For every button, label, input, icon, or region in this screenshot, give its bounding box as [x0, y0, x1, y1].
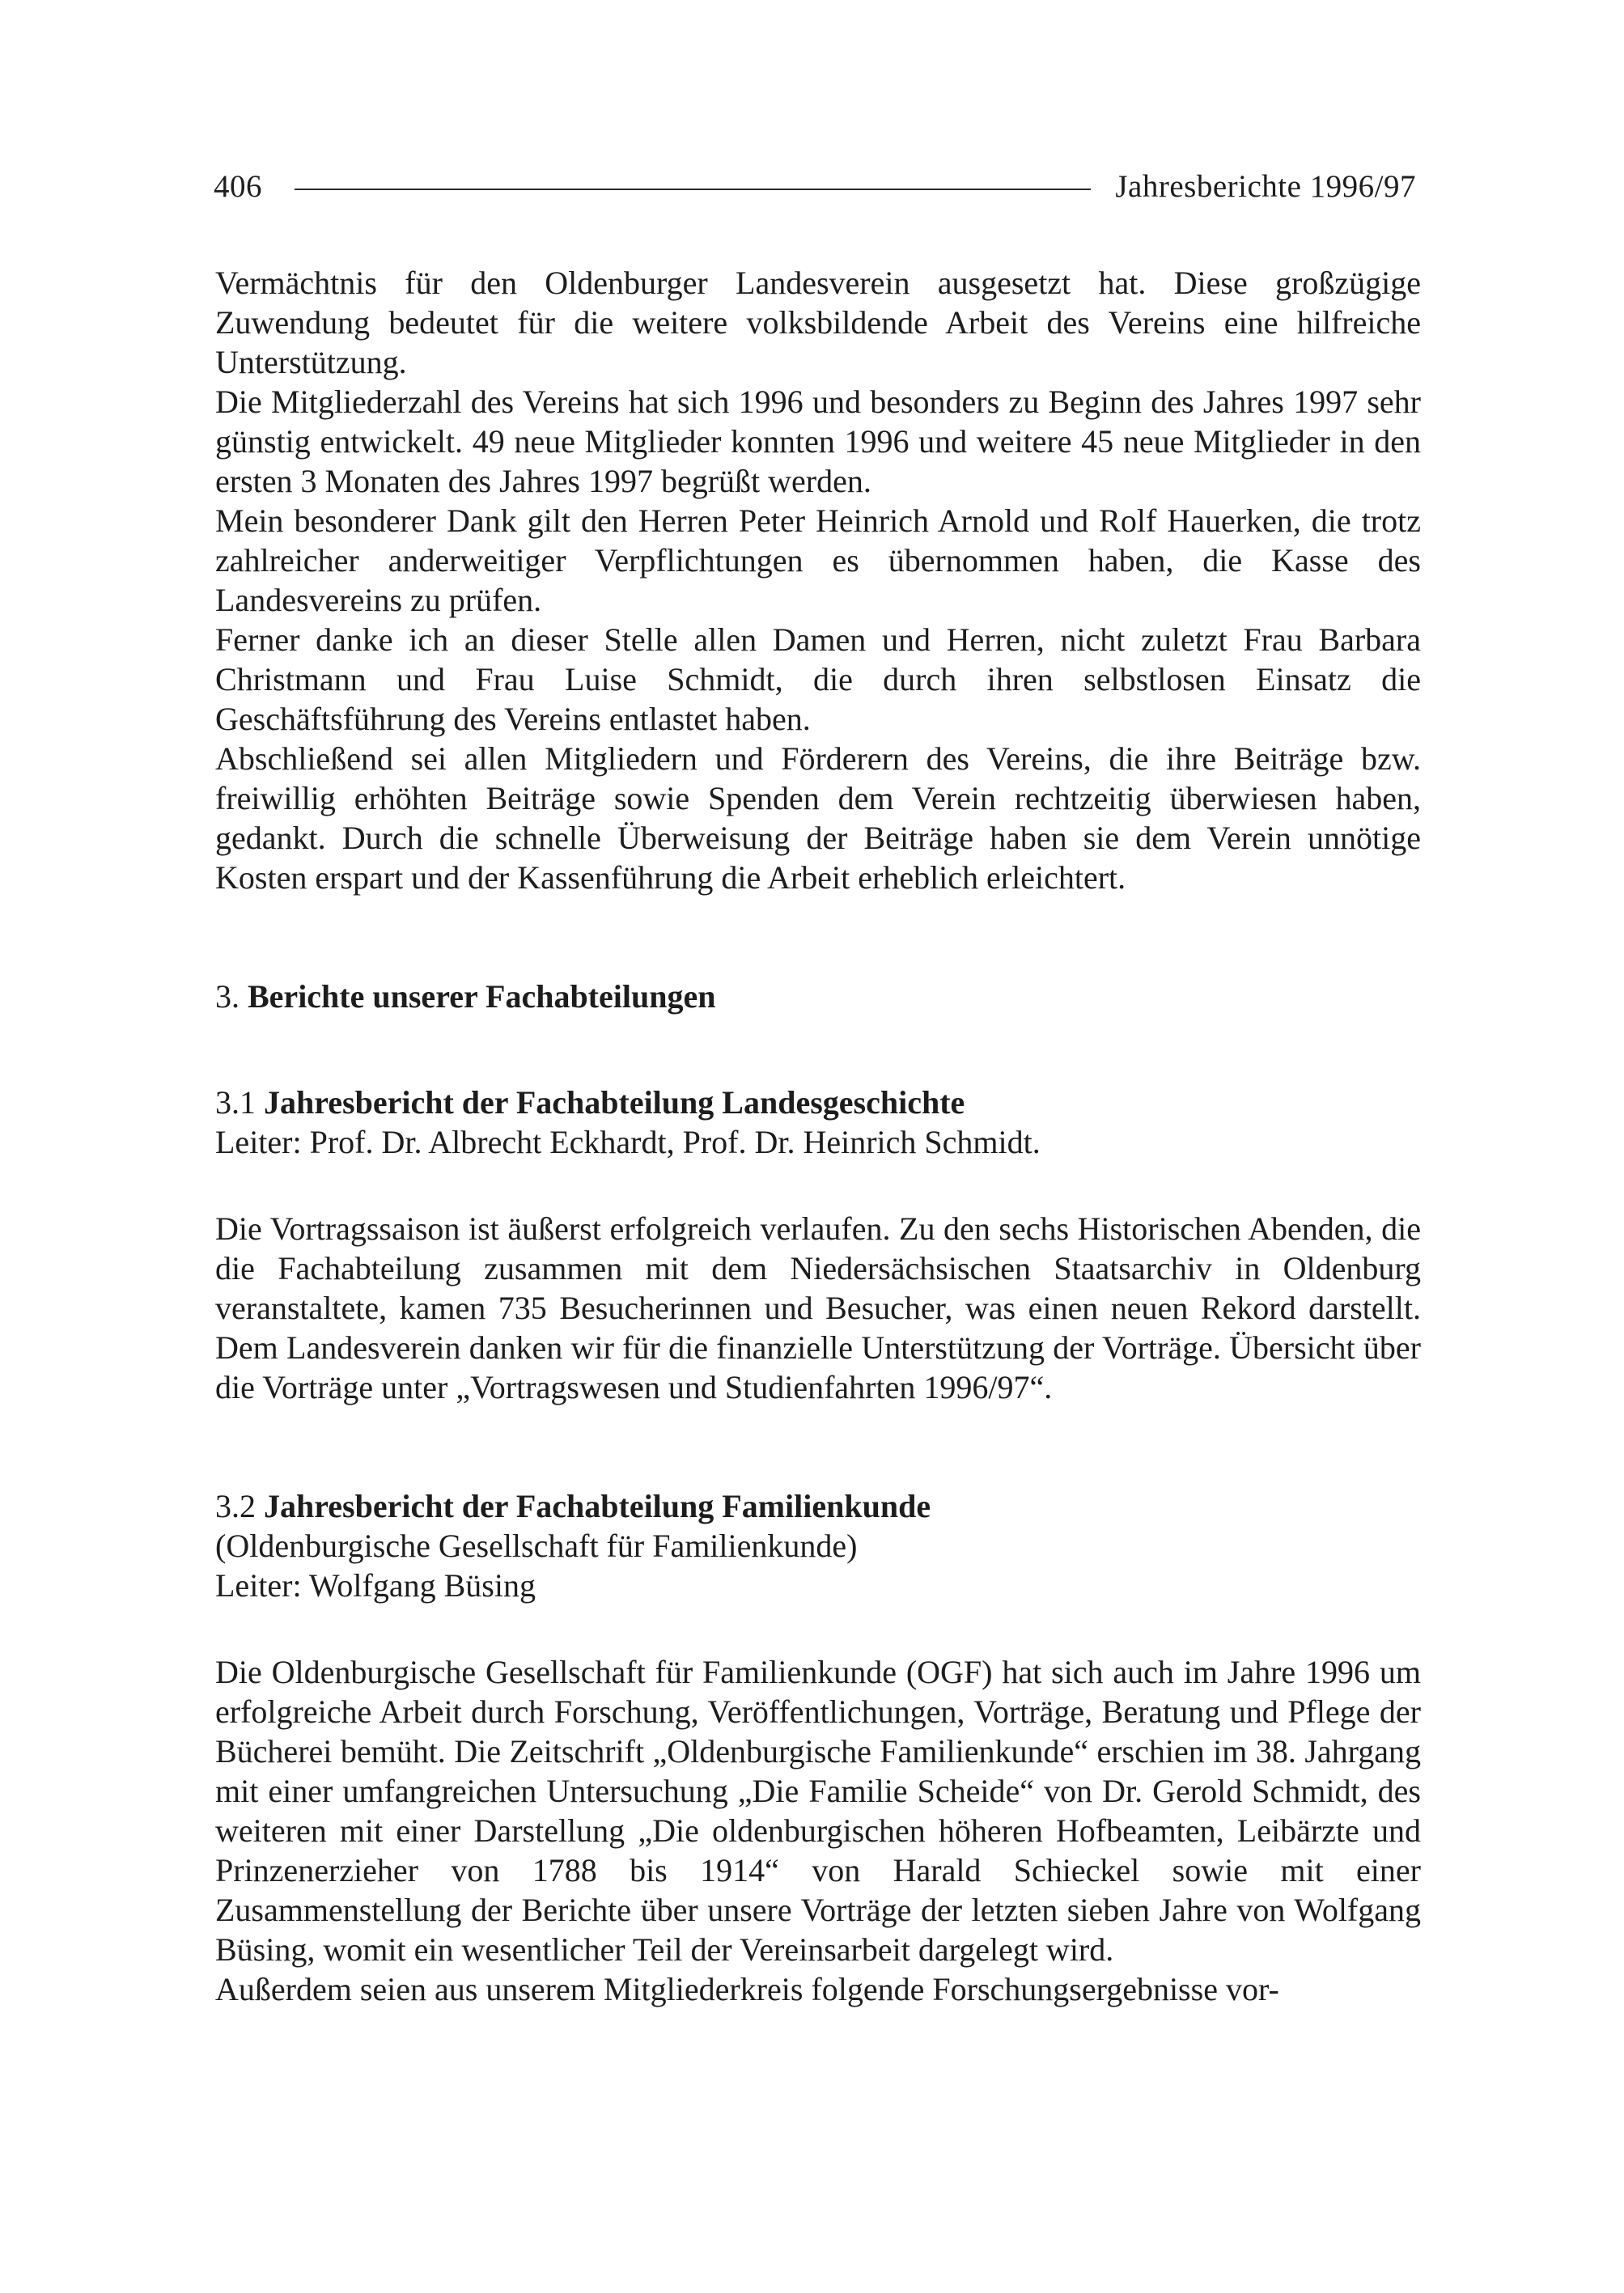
- spacer: [215, 1162, 1421, 1209]
- paragraph-membership: Die Mitgliederzahl des Vereins hat sich 1996 und besonders zu Beginn des Jahres 1997 sehr günstig entwickelt. 49 neue Mitglieder konnten 1996 und weitere 45 neue Mitglieder in den ersten 3 Monaten des Jahres 1997 begrüßt werden.: [215, 384, 1421, 499]
- running-title: Jahresberichte 1996/97: [1115, 168, 1416, 204]
- section-3-title: Berichte unserer Fachabteilungen: [248, 978, 716, 1015]
- section-3-2-heading: [215, 1486, 1421, 1526]
- section-3-2-body-2: Außerdem seien aus unserem Mitgliederkreis folgende Forschungsergebnisse vor-: [215, 1971, 1279, 2007]
- section-3-1-heading: [215, 1083, 1421, 1122]
- section-3-2-body-1: Die Oldenburgische Gesellschaft für Familienkunde (OGF) hat sich auch im Jahre 1996 um erfolgreiche Arbeit durch Forschung, Veröffentlichungen, Vorträge, Beratung und Pflege der Bücherei bemüht. Die Zeitschrift „Oldenburgische Familienkunde“ erschien im 38. Jahrgang mit einer umfangreichen Untersuchung „Die Familie Scheide“ von Dr. Gerold Schmidt, des weiteren mit einer Darstellung „Die oldenburgischen höheren Hofbeamten, Leibärzte und Prinzenerzieher von 1788 bis 1914“ von Harald Schieckel sowie mit einer Zusammenstellung der Berichte über unsere Vorträge der letzten sieben Jahre von Wolfgang Büsing, womit ein wesentlicher Teil der Vereinsarbeit dargelegt wird.: [215, 1654, 1421, 1968]
- header-rule: [295, 189, 1091, 190]
- section-3-1-leader: Leiter: Prof. Dr. Albrecht Eckhardt, Prof. Dr. Heinrich Schmidt.: [215, 1124, 1041, 1160]
- section-3-2-leader: Leiter: Wolfgang Büsing: [215, 1567, 536, 1604]
- paragraph-bequest: Vermächtnis für den Oldenburger Landesverein ausgesetzt hat. Diese großzügige Zuwendung bedeutet für die weitere volksbildende Arbeit des Vereins eine hilfreiche Unterstützung.: [215, 265, 1421, 380]
- section-3-number: 3.: [215, 978, 240, 1015]
- paragraph-auditors: Mein besonderer Dank gilt den Herren Peter Heinrich Arnold und Rolf Hauerken, die trotz zahlreicher anderweitiger Verpflichtungen es übernommen haben, die Kasse des Landesvereins zu prüfen.: [215, 502, 1421, 618]
- paragraph-thanks-staff: Ferner danke ich an dieser Stelle allen Damen und Herren, nicht zuletzt Frau Barbara Christmann und Frau Luise Schmidt, die durch ihren selbstlosen Einsatz die Geschäftsführung des Vereins entlastet haben.: [215, 621, 1421, 737]
- running-header: [214, 162, 1416, 210]
- page-body: [215, 263, 1421, 2009]
- section-3-heading: [215, 977, 1421, 1016]
- section-3-2-title: Jahresbericht der Fachabteilung Familienkunde: [264, 1488, 931, 1524]
- section-3-1-title: Jahresbericht der Fachabteilung Landesgeschichte: [264, 1084, 965, 1121]
- spacer: [215, 897, 1421, 977]
- section-3-2-number: 3.2: [215, 1488, 256, 1524]
- spacer: [215, 1407, 1421, 1486]
- section-3-1-body: Die Vortragssaison ist äußerst erfolgreich verlaufen. Zu den sechs Historischen Abenden, die die Fachabteilung zusammen mit dem Niedersächsischen Staatsarchiv in Oldenburg veranstaltete, kamen 735 Besucherinnen und Besucher, was einen neuen Rekord darstellt. Dem Landesverein danken wir für die finanzielle Unterstützung der Vorträge. Übersicht über die Vorträge unter „Vortragswesen und Studienfahrten 1996/97“.: [215, 1210, 1421, 1405]
- section-3-2-subtitle: (Oldenburgische Gesellschaft für Familienkunde): [215, 1528, 858, 1564]
- paragraph-thanks-members: Abschließend sei allen Mitgliedern und Förderern des Vereins, die ihre Beiträge bzw. freiwillig erhöhten Beiträge sowie Spenden dem Verein rechtzeitig überwiesen haben, gedankt. Durch die schnelle Überweisung der Beiträge haben sie dem Verein unnötige Kosten erspart und der Kassenführung die Arbeit erheblich erleichtert.: [215, 740, 1421, 896]
- page-number: 406: [214, 168, 262, 204]
- spacer: [215, 1605, 1421, 1652]
- section-3-1-number: 3.1: [215, 1084, 256, 1121]
- spacer: [215, 1016, 1421, 1083]
